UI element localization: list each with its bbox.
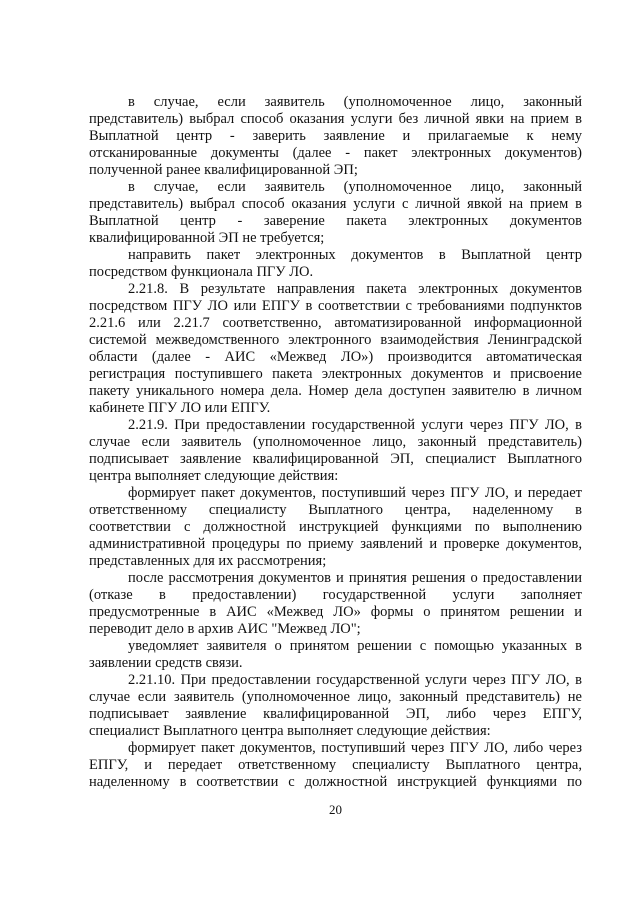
text-line: случае если заявитель (уполномоченное лицо, законный представитель): [89, 434, 582, 450]
paragraph: [89, 247, 582, 281]
text-line: ответственному специалисту Выплатного центра, наделенному в: [89, 502, 582, 518]
text-line: случае если заявитель (уполномоченное лицо, законный представитель) не: [89, 689, 582, 705]
text-line: отсканированные документы (далее - пакет электронных документов): [89, 145, 582, 161]
text-line: области (далее - АИС «Межвед ЛО») производится автоматическая: [89, 349, 582, 365]
text-line: Выплатной центр - заверение пакета электронных документов: [89, 213, 582, 229]
text-line: после рассмотрения документов и принятия решения о предоставлении: [128, 570, 582, 586]
text-line: предусмотренные в АИС «Межвед ЛО» формы о принятом решении и: [89, 604, 582, 620]
text-line: представленных для их рассмотрения;: [89, 553, 327, 569]
text-line: административной процедуры по приему заявлений и проверке документов,: [89, 536, 582, 552]
text-line: заявлении средств связи.: [89, 655, 243, 671]
text-line: центра выполняет следующие действия:: [89, 468, 339, 484]
paragraph: [89, 740, 582, 791]
body-text: [89, 94, 582, 791]
text-line: формирует пакет документов, поступивший через ПГУ ЛО, либо через: [128, 740, 582, 756]
text-line: кабинете ПГУ ЛО или ЕПГУ.: [89, 400, 271, 416]
page-number: 20: [329, 802, 342, 817]
paragraph: [89, 570, 582, 638]
text-line: квалифицированной ЭП не требуется;: [89, 230, 325, 246]
text-line: специалист Выплатного центра выполняет следующие действия:: [89, 723, 491, 739]
text-line: переводит дело в архив АИС "Межвед ЛО";: [89, 621, 361, 637]
text-line: в случае, если заявитель (уполномоченное лицо, законный: [128, 94, 582, 110]
text-line: полученной ранее квалифицированной ЭП;: [89, 162, 358, 178]
text-line: системой межведомственного электронного взаимодействия Ленинградской: [89, 332, 582, 348]
text-line: наделенному в соответствии с должностной инструкцией функциями по: [89, 774, 582, 790]
text-line: подписывает заявление квалифицированной ЭП, специалист Выплатного: [89, 451, 582, 467]
text-line: подписывает заявление квалифицированной ЭП, либо через ЕПГУ,: [89, 706, 582, 722]
paragraph: [89, 94, 582, 179]
text-line: посредством функционала ПГУ ЛО.: [89, 264, 314, 280]
text-line: направить пакет электронных документов в Выплатной центр: [128, 247, 582, 263]
paragraph: [89, 638, 582, 672]
text-line: 2.21.9. При предоставлении государственной услуги через ПГУ ЛО, в: [128, 417, 582, 433]
text-line: пакету уникального номера дела. Номер дела доступен заявителю в личном: [89, 383, 582, 399]
text-line: регистрация поступившего пакета электронных документов и присвоение: [89, 366, 582, 382]
paragraph: [89, 485, 582, 570]
text-line: ЕПГУ, и передает ответственному специалисту Выплатного центра,: [89, 757, 582, 773]
text-line: посредством ПГУ ЛО или ЕПГУ в соответствии с требованиями подпунктов: [89, 298, 582, 314]
paragraph-2-21-10: [89, 672, 582, 740]
text-line: Выплатной центр - заверить заявление и прилагаемые к нему: [89, 128, 582, 144]
text-line: представитель) выбрал способ оказания услуги с личной явкой на прием в: [89, 196, 582, 212]
text-line: 2.21.8. В результате направления пакета электронных документов: [128, 281, 582, 297]
paragraph-2-21-9: [89, 417, 582, 485]
text-line: в случае, если заявитель (уполномоченное лицо, законный: [128, 179, 582, 195]
text-line: формирует пакет документов, поступивший через ПГУ ЛО, и передает: [128, 485, 582, 501]
paragraph-2-21-8: [89, 281, 582, 417]
text-line: уведомляет заявителя о принятом решении с помощью указанных в: [128, 638, 582, 654]
text-line: 2.21.10. При предоставлении государственной услуги через ПГУ ЛО, в: [128, 672, 582, 688]
paragraph: [89, 179, 582, 247]
text-line: представитель) выбрал способ оказания услуги без личной явки на прием в: [89, 111, 582, 127]
text-line: (отказе в предоставлении) государственной услуги заполняет: [89, 587, 582, 603]
text-line: 2.21.6 или 2.21.7 соответственно, автоматизированной информационной: [89, 315, 582, 331]
text-line: соответствии с должностной инструкцией функциями по выполнению: [89, 519, 582, 535]
